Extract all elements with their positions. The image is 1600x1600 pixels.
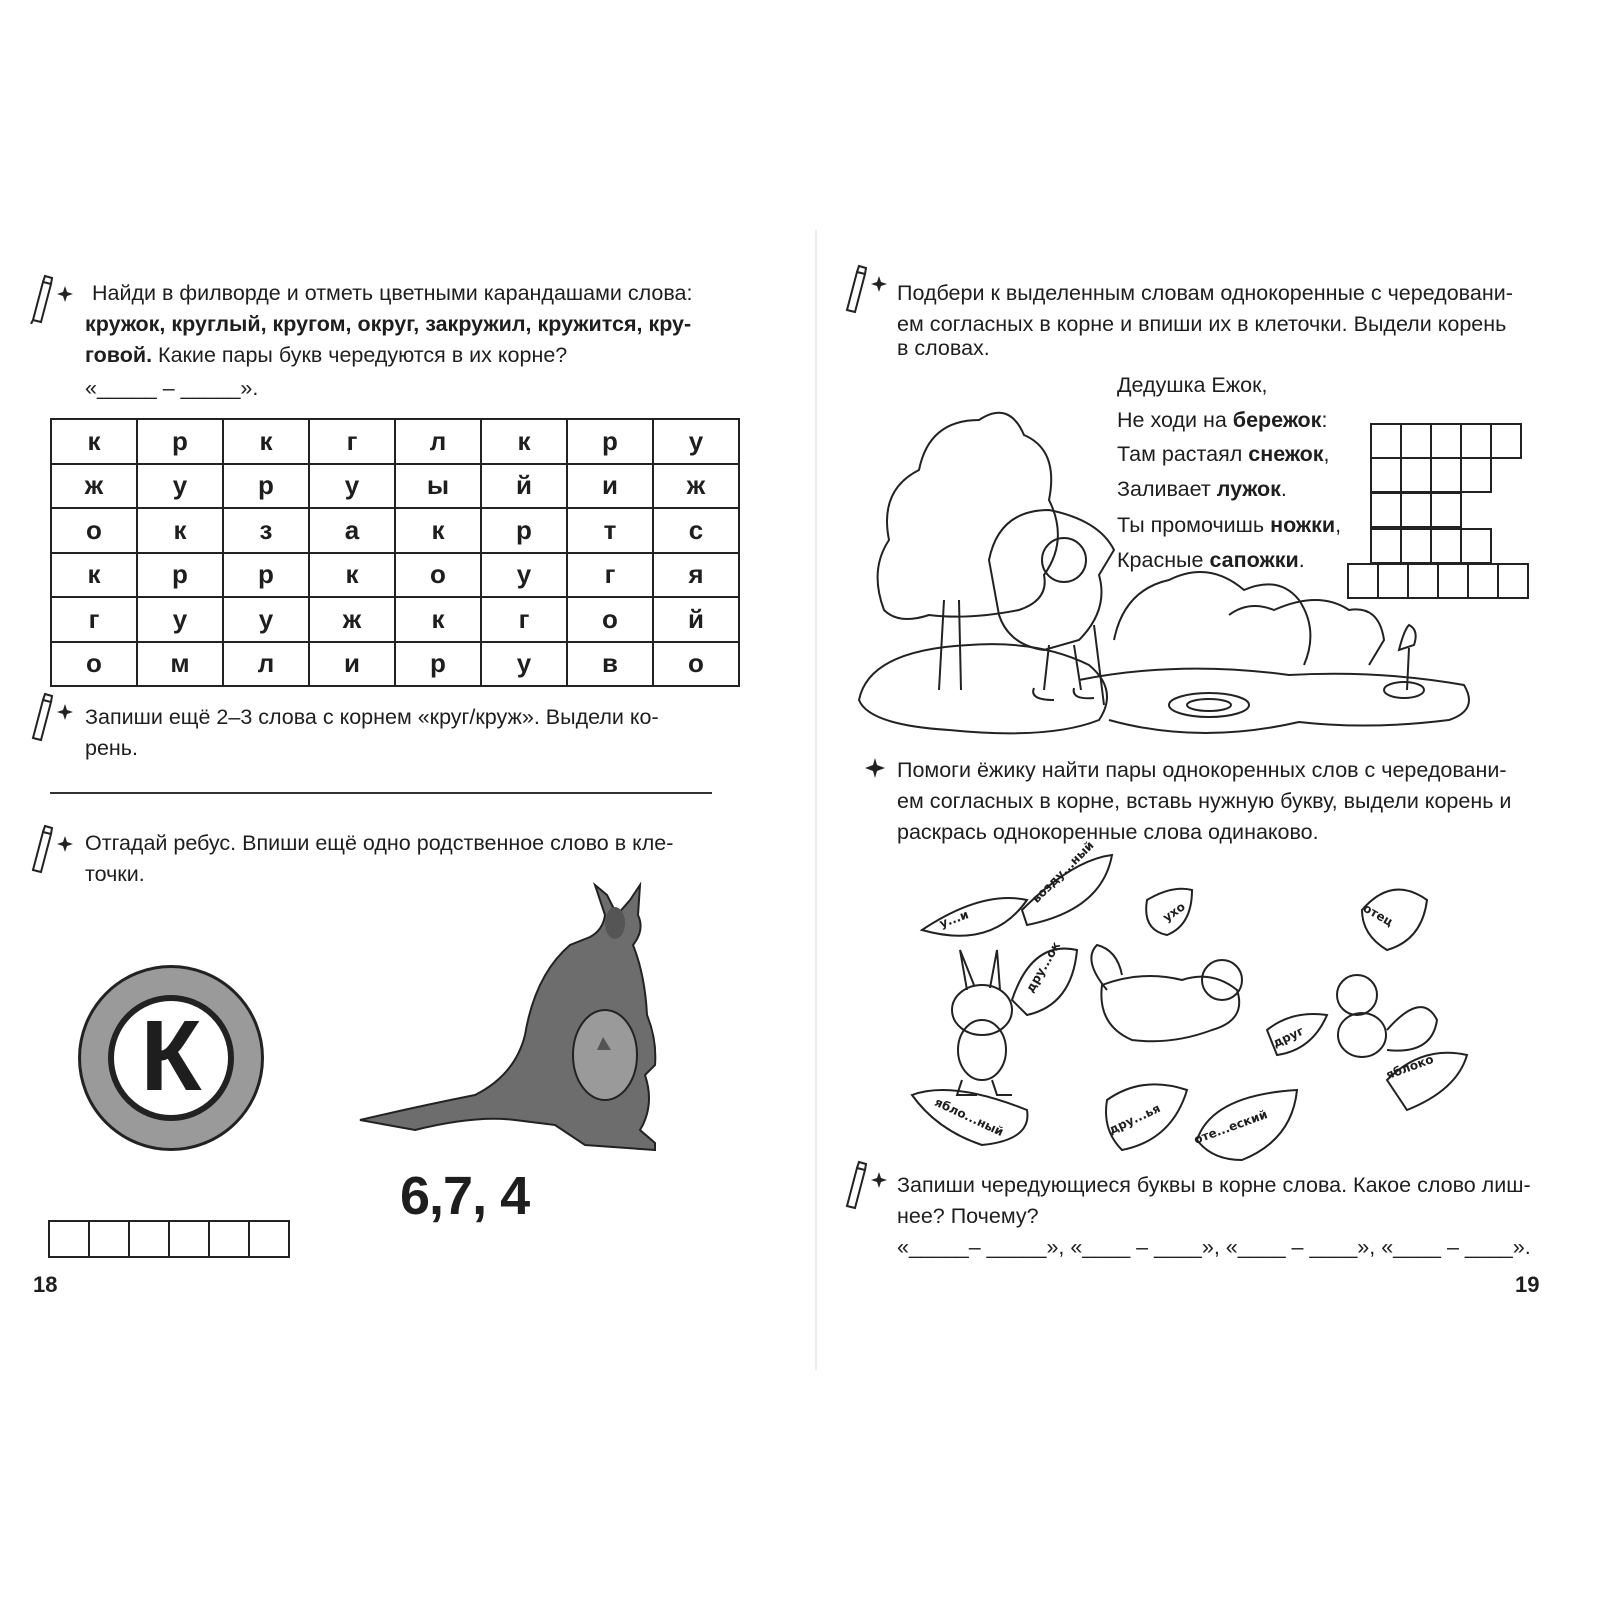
answer-cell[interactable] [1430, 528, 1462, 564]
page-right [817, 0, 1600, 1600]
fillword-cell[interactable]: ж [51, 464, 137, 509]
answer-cell[interactable] [1370, 423, 1402, 459]
fillword-cell[interactable]: к [51, 419, 137, 464]
poem-pre: Дедушка Ежок, [1117, 373, 1268, 397]
page-number: 19 [1515, 1272, 1540, 1297]
fillword-cell[interactable]: к [481, 419, 567, 464]
leaf-word[interactable]: друг [1270, 1023, 1306, 1051]
answer-cell[interactable] [1377, 563, 1409, 599]
fillword-cell[interactable]: к [51, 553, 137, 598]
r-task3-answer-blanks[interactable]: «_____– _____», «____ – ____», «____ – ____», «____ – ____». [897, 1235, 1531, 1259]
fillword-cell[interactable]: к [309, 553, 395, 598]
answer-cell[interactable] [1430, 423, 1462, 459]
answer-cell[interactable] [1467, 563, 1499, 599]
rebus-answer-cells[interactable] [48, 1220, 290, 1258]
fillword-cell[interactable]: м [137, 642, 223, 687]
answer-cell[interactable] [48, 1220, 90, 1258]
fillword-cell[interactable]: г [51, 597, 137, 642]
task2-line1: Запиши ещё 2–3 слова с корнем «круг/круж». Выдели ко- [85, 705, 659, 729]
poem-pre: Заливает [1117, 477, 1217, 501]
fillword-cell[interactable]: к [395, 597, 481, 642]
answer-cell[interactable] [1437, 563, 1469, 599]
leaves-animals-illustration [882, 850, 1497, 1180]
fillword-cell[interactable]: я [653, 553, 739, 598]
fillword-cell[interactable]: у [223, 597, 309, 642]
rebus-numbers: 6,7, 4 [400, 1166, 530, 1226]
fillword-cell[interactable]: у [481, 553, 567, 598]
fillword-cell[interactable]: р [137, 419, 223, 464]
pencil-star-icon [25, 272, 75, 324]
fillword-cell[interactable]: у [653, 419, 739, 464]
poem-bold: сапожки [1209, 548, 1299, 572]
pencil-star-icon [25, 690, 75, 742]
poem-pre: Ты промочишь [1117, 513, 1271, 537]
answer-cell[interactable] [1407, 563, 1439, 599]
rebus-letter: К [140, 1000, 202, 1112]
answer-cell[interactable] [1370, 492, 1402, 528]
poem-post: , [1335, 513, 1342, 537]
fillword-cell[interactable]: ы [395, 464, 481, 509]
pencil-star-icon [25, 822, 75, 874]
fillword-cell[interactable]: а [309, 508, 395, 553]
r-task1-line3: в словах. [897, 336, 990, 360]
fillword-cell[interactable]: г [309, 419, 395, 464]
leaf-word[interactable]: дру...ок [1022, 939, 1064, 995]
poem-line [1117, 405, 1327, 436]
poem-answer-cells[interactable] [1370, 492, 1462, 528]
answer-cell[interactable] [1400, 457, 1432, 493]
poem-line [1117, 439, 1329, 470]
fillword-cell[interactable]: р [481, 508, 567, 553]
fillword-cell[interactable]: й [481, 464, 567, 509]
answer-cell[interactable] [208, 1220, 250, 1258]
answer-cell[interactable] [248, 1220, 290, 1258]
fillword-cell[interactable]: ж [309, 597, 395, 642]
r-task2-line3: раскрась однокоренные слова одинаково. [897, 820, 1319, 844]
answer-cell[interactable] [88, 1220, 130, 1258]
kangaroo-illustration [355, 875, 665, 1160]
fillword-row [51, 508, 739, 553]
answer-cell[interactable] [1430, 457, 1462, 493]
answer-cell[interactable] [1490, 423, 1522, 459]
fillword-cell[interactable]: р [567, 419, 653, 464]
fillword-cell[interactable]: г [481, 597, 567, 642]
poem-line [1117, 545, 1305, 576]
task1-words-end: говой. [85, 343, 153, 367]
leaf-word[interactable]: яблоко [1384, 1051, 1436, 1083]
fillword-cell[interactable]: ж [653, 464, 739, 509]
fillword-cell[interactable]: у [309, 464, 395, 509]
poem-bold: бережок [1232, 408, 1322, 432]
answer-cell[interactable] [168, 1220, 210, 1258]
poem-post: . [1280, 477, 1287, 501]
fillword-cell[interactable]: т [567, 508, 653, 553]
fillword-cell[interactable]: у [137, 464, 223, 509]
task1-intro: Найди в филворде и отметь цветными карандашами слова: [92, 281, 693, 305]
leaf-word[interactable]: оте...еский [1191, 1107, 1270, 1147]
poem-answer-cells[interactable] [1347, 563, 1529, 599]
fillword-row [51, 464, 739, 509]
pencil-star-icon [839, 262, 889, 314]
fillword-cell[interactable]: с [653, 508, 739, 553]
fillword-cell[interactable]: л [395, 419, 481, 464]
r-task1-line1: Подбери к выделенным словам однокоренные с чередовани- [897, 281, 1513, 305]
poem-post: : [1321, 408, 1328, 432]
r-task1-line2: ем согласных в корне и впиши их в клеточки. Выдели корень [897, 312, 1507, 336]
leaf-word[interactable]: у...и [937, 907, 971, 931]
task2-line2: рень. [85, 736, 138, 760]
answer-cell[interactable] [1400, 423, 1432, 459]
leaf-word[interactable]: ухо [1160, 899, 1188, 925]
fillword-cell[interactable]: р [223, 464, 309, 509]
poem-pre: Там растаял [1117, 442, 1249, 466]
poem-answer-cells[interactable] [1370, 457, 1492, 493]
fillword-cell[interactable]: л [223, 642, 309, 687]
fillword-cell[interactable]: к [137, 508, 223, 553]
answer-cell[interactable] [1400, 528, 1432, 564]
poem-line [1117, 510, 1341, 541]
poem-post: , [1323, 442, 1330, 466]
leaf-word[interactable]: дру...ья [1106, 1101, 1163, 1137]
poem-pre: Красные [1117, 548, 1210, 572]
answer-cell[interactable] [1370, 528, 1402, 564]
fillword-cell[interactable]: р [223, 553, 309, 598]
pencil-star-icon [839, 1158, 889, 1210]
r-task2-line2: ем согласных в корне, вставь нужную букву, выдели корень и [897, 789, 1512, 813]
fillword-cell[interactable]: з [223, 508, 309, 553]
poem-bold: лужок [1216, 477, 1281, 501]
star-icon [865, 758, 885, 778]
leaf-word[interactable]: ябло...ный [932, 1094, 1006, 1140]
fillword-row [51, 553, 739, 598]
rebus-letter-circle [78, 965, 264, 1151]
fillword-cell[interactable]: и [567, 464, 653, 509]
r-task3-line1: Запиши чередующиеся буквы в корне слова. Какое слово лиш- [897, 1173, 1531, 1197]
answer-cell[interactable] [1400, 492, 1432, 528]
task3-line1: Отгадай ребус. Впиши ещё одно родственное слово в кле- [85, 831, 674, 855]
r-task2-line1: Помоги ёжику найти пары однокоренных слов с чередовани- [897, 758, 1507, 782]
fillword-cell[interactable]: в [567, 642, 653, 687]
poem-line [1117, 370, 1267, 401]
fillword-row [51, 642, 739, 687]
leaf-word[interactable]: отец [1360, 900, 1396, 930]
answer-cell[interactable] [1460, 457, 1492, 493]
r-task3-line2: нее? Почему? [897, 1204, 1039, 1228]
answer-cell[interactable] [1370, 457, 1402, 493]
task1-question: Какие пары букв чередуются в их корне? [158, 343, 568, 367]
task3-line2: точки. [85, 862, 145, 886]
answer-cell[interactable] [1460, 528, 1492, 564]
fillword-cell[interactable]: о [395, 553, 481, 598]
fillword-cell[interactable]: р [137, 553, 223, 598]
task2-answer-line[interactable] [50, 792, 712, 794]
fillword-cell[interactable]: г [567, 553, 653, 598]
task1-answer-blank[interactable]: «_____ – _____». [85, 376, 259, 400]
fillword-cell[interactable]: к [223, 419, 309, 464]
fillword-cell[interactable]: р [395, 642, 481, 687]
fillword-row [51, 419, 739, 464]
fillword-cell[interactable]: о [51, 508, 137, 553]
answer-cell[interactable] [1430, 492, 1462, 528]
answer-cell[interactable] [1497, 563, 1529, 599]
poem-post: . [1298, 548, 1305, 572]
fillword-cell[interactable]: у [481, 642, 567, 687]
task1-words-line3 [85, 340, 567, 371]
fillword-cell[interactable]: о [51, 642, 137, 687]
leaf-word[interactable]: возду...ный [1028, 838, 1097, 906]
poem-pre: Не ходи на [1117, 408, 1233, 432]
fillword-cell[interactable]: о [567, 597, 653, 642]
fillword-grid [50, 418, 740, 687]
answer-cell[interactable] [1460, 423, 1492, 459]
answer-cell[interactable] [1347, 563, 1379, 599]
poem-answer-cells[interactable] [1370, 423, 1522, 459]
fillword-cell[interactable]: и [309, 642, 395, 687]
fillword-cell[interactable]: к [395, 508, 481, 553]
answer-cell[interactable] [128, 1220, 170, 1258]
fillword-row [51, 597, 739, 642]
poem-bold: ножки [1270, 513, 1336, 537]
fillword-cell[interactable]: о [653, 642, 739, 687]
fillword-cell[interactable]: й [653, 597, 739, 642]
poem-answer-cells[interactable] [1370, 528, 1492, 564]
page-number: 18 [33, 1272, 58, 1297]
task1-words: кружок, круглый, кругом, округ, закружил, кружится, кру- [85, 312, 692, 336]
poem-line [1117, 474, 1287, 505]
fillword-cell[interactable]: у [137, 597, 223, 642]
poem-bold: снежок [1248, 442, 1324, 466]
